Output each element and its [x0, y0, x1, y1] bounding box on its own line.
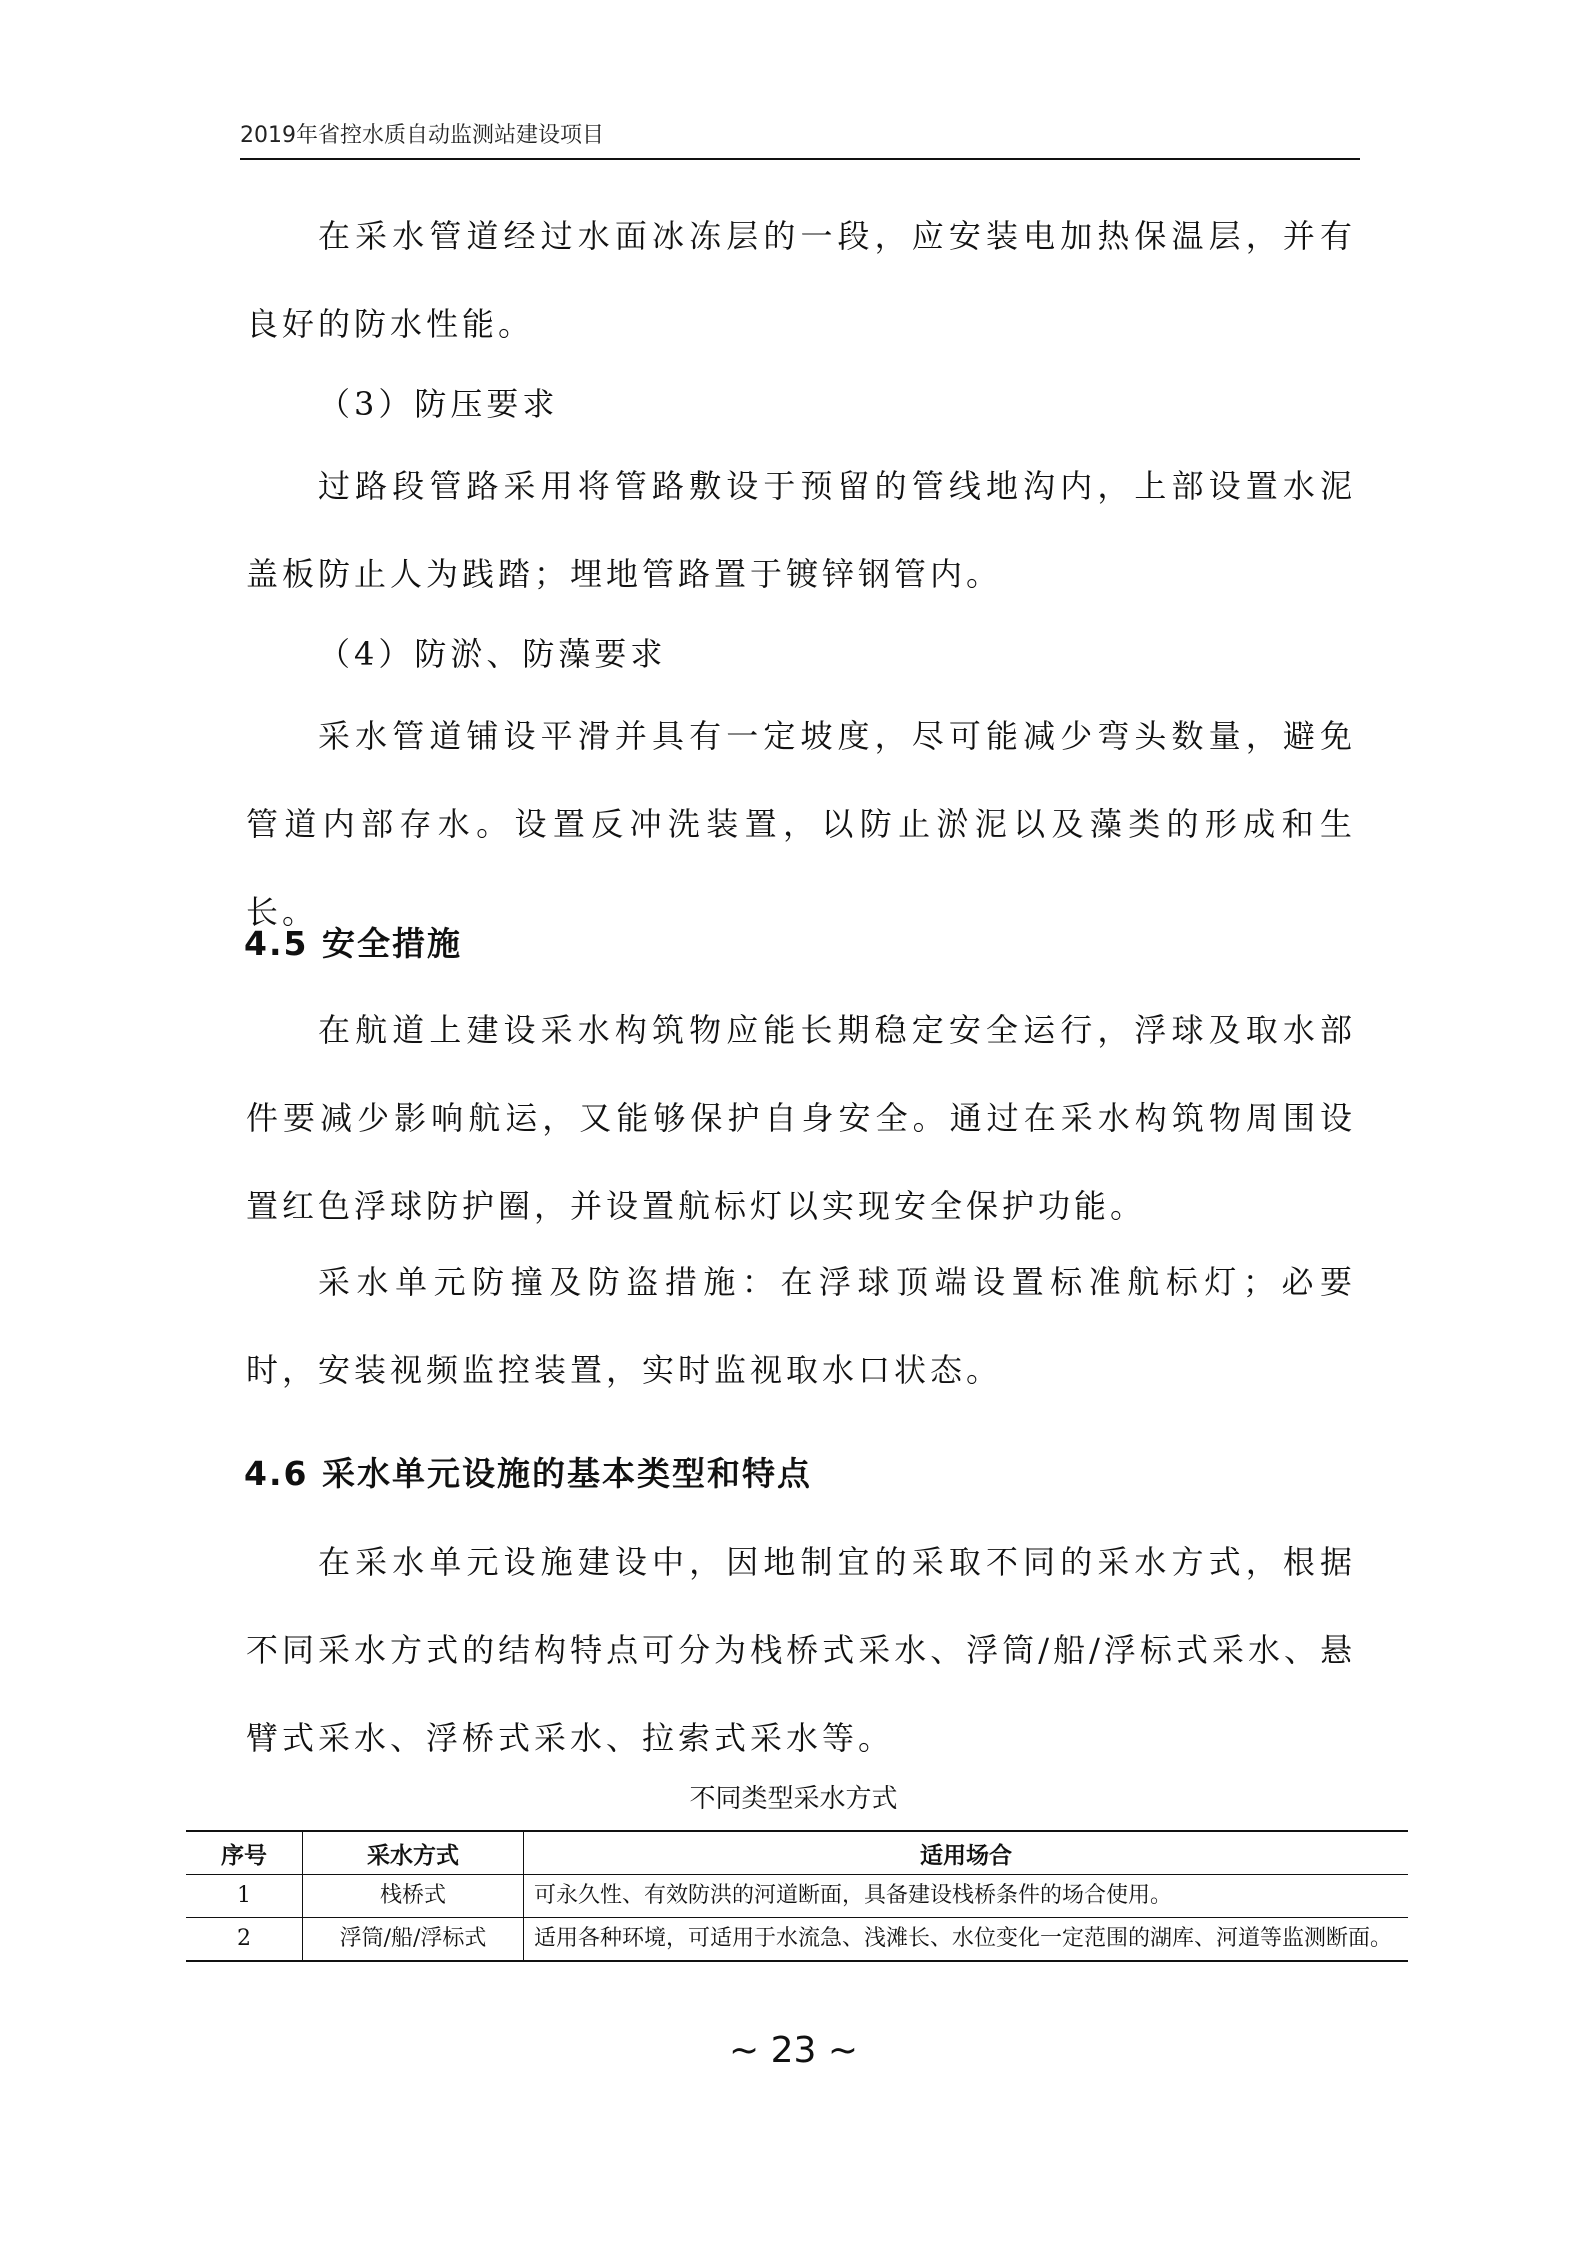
row-no: 2	[186, 1918, 303, 1962]
table-row	[186, 1918, 1408, 1962]
row-scene: 适用各种环境，可适用于水流急、浅滩长、水位变化一定范围的湖库、河道等监测断面。	[524, 1918, 1409, 1962]
running-header: 2019年省控水质自动监测站建设项目	[240, 123, 604, 148]
paragraph-silt-algae: 采水管道铺设平滑并具有一定坡度，尽可能减少弯头数量，避免管道内部存水。设置反冲洗装置，以防止淤泥以及藻类的形成和生长。	[246, 717, 1356, 931]
subheading-pressure: （3）防压要求	[318, 385, 559, 423]
section-heading-safety: 4.5 安全措施	[244, 924, 462, 963]
paragraph-types: 在采水单元设施建设中，因地制宜的采取不同的采水方式，根据不同采水方式的结构特点可分为栈桥式采水、浮筒/船/浮标式采水、悬臂式采水、浮桥式采水、拉索式采水等。	[246, 1543, 1356, 1757]
row-method: 浮筒/船/浮标式	[303, 1918, 524, 1962]
header-divider	[240, 158, 1360, 160]
paragraph-anti-collision: 采水单元防撞及防盗措施：在浮球顶端设置标准航标灯；必要时，安装视频监控装置，实时监视取水口状态。	[246, 1263, 1356, 1389]
subheading-silt-algae: （4）防淤、防藻要求	[318, 635, 667, 673]
sampling-methods-table	[186, 1830, 1408, 1962]
header-method: 采水方式	[303, 1831, 524, 1875]
row-scene: 可永久性、有效防洪的河道断面，具备建设栈桥条件的场合使用。	[524, 1875, 1409, 1918]
page-number: ~ 23 ~	[728, 2030, 859, 2071]
section-heading-types: 4.6 采水单元设施的基本类型和特点	[244, 1454, 812, 1493]
header-no: 序号	[186, 1831, 303, 1875]
paragraph-pressure: 过路段管路采用将管路敷设于预留的管线地沟内，上部设置水泥盖板防止人为践踏；埋地管路置于镀锌钢管内。	[246, 467, 1356, 593]
table-caption: 不同类型采水方式	[689, 1784, 898, 1814]
row-method: 栈桥式	[303, 1875, 524, 1918]
row-no: 1	[186, 1875, 303, 1918]
table-header-row	[186, 1831, 1408, 1875]
paragraph-safety: 在航道上建设采水构筑物应能长期稳定安全运行，浮球及取水部件要减少影响航运，又能够保护自身安全。通过在采水构筑物周围设置红色浮球防护圈，并设置航标灯以实现安全保护功能。	[246, 1011, 1356, 1225]
header-scene: 适用场合	[524, 1831, 1409, 1875]
paragraph-heating-layer: 在采水管道经过水面冰冻层的一段，应安装电加热保温层，并有良好的防水性能。	[246, 217, 1356, 343]
table-row	[186, 1875, 1408, 1918]
